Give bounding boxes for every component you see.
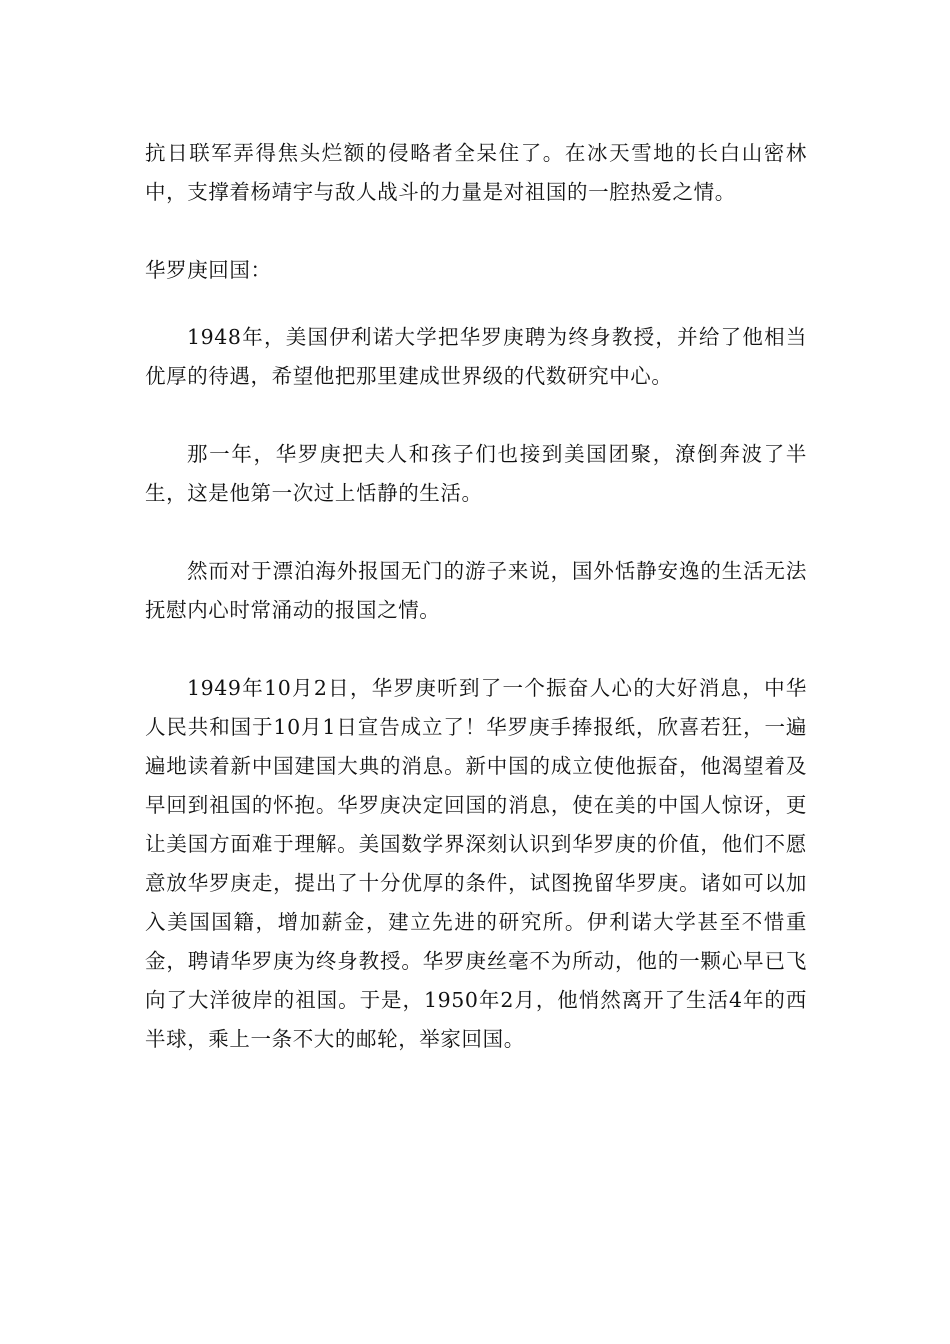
paragraph-however-block xyxy=(145,552,807,630)
paragraph-that-year-block xyxy=(145,435,807,513)
paragraph-that-year: 那一年，华罗庚把夫人和孩子们也接到美国团聚，潦倒奔波了半生，这是他第一次过上恬静的生活。 xyxy=(145,442,807,505)
paragraph-1948: 1948年，美国伊利诺大学把华罗庚聘为终身教授，并给了他相当优厚的待遇，希望他把那里建成世界级的代数研究中心。 xyxy=(145,325,807,388)
paragraph-yang-jingyu: 抗日联军弄得焦头烂额的侵略者全呆住了。在冰天雪地的长白山密林中，支撑着杨靖宇与敌人战斗的力量是对祖国的一腔热爱之情。 xyxy=(145,141,807,204)
paragraph-1949-block xyxy=(145,669,807,1059)
paragraph-1949: 1949年10月2日，华罗庚听到了一个振奋人心的大好消息，中华人民共和国于10月1日宣告成立了！华罗庚手捧报纸，欣喜若狂，一遍遍地读着新中国建国大典的消息。新中国的成立使他振奋，他渴望着及早回到祖国的怀抱。华罗庚决定回国的消息，使在美的中国人惊讶，更让美国方面难于理解。美国数学界深刻认识到华罗庚的价值，他们不愿意放华罗庚走，提出了十分优厚的条件，试图挽留华罗庚。诸如可以加入美国国籍，增加薪金，建立先进的研究所。伊利诺大学甚至不惜重金，聘请华罗庚为终身教授。华罗庚丝毫不为所动，他的一颗心早已飞向了大洋彼岸的祖国。于是，1950年2月，他悄然离开了生活4年的西半球，乘上一条不大的邮轮，举家回国。 xyxy=(145,676,807,1051)
section-heading: 华罗庚回国： xyxy=(145,258,272,282)
paragraph-1948-block xyxy=(145,318,807,396)
section-heading-block xyxy=(145,251,807,290)
paragraph-however: 然而对于漂泊海外报国无门的游子来说，国外恬静安逸的生活无法抚慰内心时常涌动的报国之情。 xyxy=(145,559,807,622)
paragraph-continuation xyxy=(145,134,807,212)
